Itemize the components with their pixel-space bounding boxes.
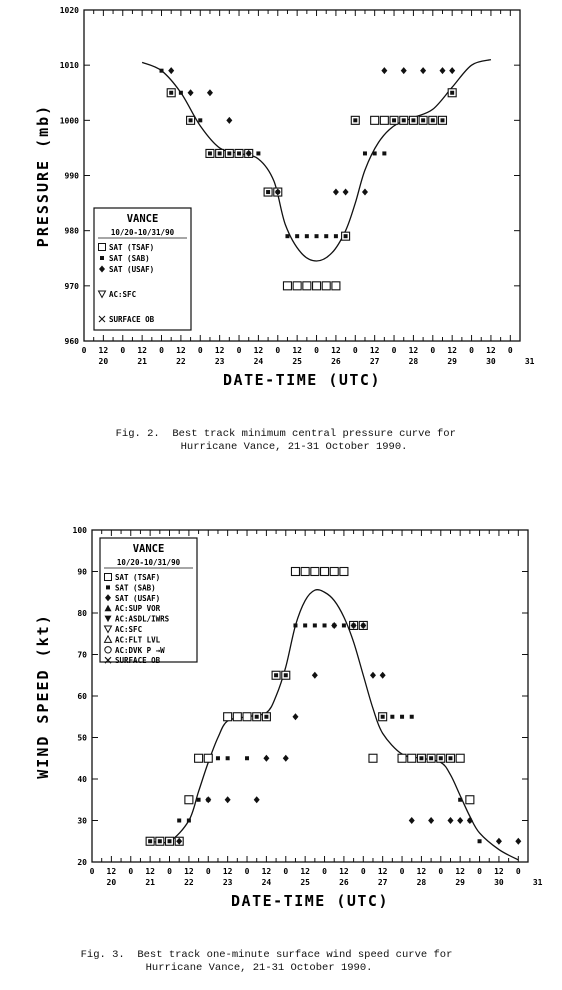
c2-point-sat-sab	[168, 839, 172, 843]
c2-point-sat-sab	[323, 623, 327, 627]
c1-point-sat-sab	[411, 118, 415, 122]
c2-point-sat-tsaf	[369, 754, 377, 762]
c1-point-sat-tsaf	[313, 282, 321, 290]
c1-x-hour-label: 0	[352, 346, 358, 355]
c2-x-hour-label: 12	[339, 867, 349, 876]
c1-point-sat-usaf	[420, 67, 426, 74]
c2-x-hour-label: 12	[145, 867, 155, 876]
c1-point-sat-sab	[363, 151, 367, 155]
c2-point-sat-usaf	[205, 796, 211, 803]
c1-y-tick-label: 1010	[59, 61, 79, 71]
c2-point-sat-tsaf	[456, 754, 464, 762]
c2-point-sat-tsaf	[291, 568, 299, 576]
c2-y-tick-label: 40	[77, 775, 87, 784]
c1-x-hour-label: 0	[197, 346, 203, 355]
c2-point-sat-sab	[226, 756, 230, 760]
c2-point-sat-usaf	[447, 817, 453, 824]
c1-x-hour-label: 12	[137, 346, 147, 355]
c2-x-hour-label: 12	[261, 867, 272, 876]
c1-y-tick-label: 1000	[59, 116, 79, 126]
c2-point-sat-tsaf	[340, 568, 348, 576]
c2-point-sat-usaf	[292, 713, 298, 720]
c2-x-day-label: 24	[261, 878, 272, 887]
c1-best-track-line	[142, 60, 491, 261]
c2-point-sat-sab	[293, 623, 297, 627]
c1-point-sat-sab	[392, 118, 396, 122]
c1-x-hour-label: 12	[292, 346, 302, 355]
c2-point-sat-tsaf	[204, 754, 212, 762]
c1-point-sat-usaf	[381, 67, 387, 74]
c2-point-sat-usaf	[225, 796, 231, 803]
c2-y-tick-label: 60	[77, 692, 87, 701]
c1-point-sat-usaf	[343, 189, 349, 196]
c2-x-day-label: 26	[339, 878, 349, 887]
c1-x-day-label: 27	[369, 357, 380, 366]
c2-x-day-label: 20	[106, 878, 117, 887]
c2-point-sat-tsaf	[398, 754, 406, 762]
c2-point-sat-sab	[264, 715, 268, 719]
c2-x-day-label: 22	[184, 878, 194, 887]
c2-point-sat-usaf	[312, 672, 318, 679]
c2-point-sat-tsaf	[233, 713, 241, 721]
c1-point-sat-usaf	[226, 117, 232, 124]
c2-best-track-line	[150, 590, 518, 860]
c2-point-sat-sab	[216, 756, 220, 760]
c2-x-hour-label: 12	[222, 867, 233, 876]
c1-legend-entry: SAT (TSAF)	[109, 243, 155, 252]
c2-legend-symbol	[105, 574, 112, 581]
c2-x-day-label: 27	[377, 878, 388, 887]
c2-point-sat-usaf	[409, 817, 415, 824]
c2-point-sat-sab	[187, 819, 191, 823]
c1-point-sat-sab	[227, 151, 231, 155]
wind-speed-chart	[0, 510, 562, 930]
c1-point-sat-sab	[295, 234, 299, 238]
c2-point-sat-sab	[284, 673, 288, 677]
c2-legend-entry: AC:ASDL/IWRS	[115, 614, 170, 624]
c1-point-sat-usaf	[168, 67, 174, 74]
c2-x-hour-label: 12	[494, 867, 504, 876]
c2-legend-entry: AC:FLT LVL	[115, 635, 161, 645]
pressure-chart	[0, 0, 562, 420]
c1-x-hour-label: 0	[120, 346, 126, 355]
c1-point-sat-sab	[315, 234, 319, 238]
c1-point-sat-usaf	[401, 67, 407, 74]
c2-legend-symbol	[106, 585, 110, 589]
c2-point-sat-tsaf	[185, 796, 193, 804]
c2-x-hour-label: 12	[300, 867, 310, 876]
c1-point-sat-sab	[334, 234, 338, 238]
c1-point-sat-usaf	[207, 89, 213, 96]
c2-point-sat-usaf	[283, 755, 289, 762]
c1-x-day-label: 28	[408, 357, 419, 366]
c1-legend-dates: 10/20-10/31/90	[110, 228, 175, 237]
c1-legend-entry: SAT (USAF)	[109, 265, 155, 274]
c1-y-axis-title: PRESSURE (mb)	[34, 103, 52, 248]
c1-point-sat-sab	[237, 151, 241, 155]
c2-point-sat-tsaf	[466, 796, 474, 804]
c1-x-hour-label: 0	[159, 346, 164, 355]
c1-point-sat-sab	[160, 69, 164, 73]
c2-point-sat-sab	[274, 673, 278, 677]
c2-legend-entry: AC:SFC	[115, 625, 143, 634]
c2-x-hour-label: 0	[477, 867, 482, 876]
c2-x-hour-label: 0	[438, 867, 444, 876]
c2-point-sat-sab	[342, 623, 346, 627]
c1-point-sat-sab	[382, 151, 386, 155]
c2-x-hour-label: 0	[360, 867, 366, 876]
c2-point-sat-tsaf	[330, 568, 338, 576]
fig2-line1: Best track minimum central pressure curve for	[172, 428, 456, 440]
c1-x-hour-label: 12	[486, 346, 496, 355]
c1-point-sat-tsaf	[283, 282, 291, 290]
c1-point-sat-sab	[179, 91, 183, 95]
c1-point-sat-usaf	[333, 189, 339, 196]
c2-point-sat-tsaf	[301, 568, 309, 576]
c2-y-axis-title: WIND SPEED (kt)	[34, 613, 52, 779]
c2-point-sat-usaf	[254, 796, 260, 803]
c2-point-sat-sab	[448, 756, 452, 760]
c2-point-sat-usaf	[515, 838, 521, 845]
c1-x-hour-label: 0	[469, 346, 474, 355]
c1-point-sat-tsaf	[303, 282, 311, 290]
c2-x-hour-label: 0	[167, 867, 172, 876]
c1-x-hour-label: 0	[391, 346, 397, 355]
c1-point-sat-sab	[198, 118, 202, 122]
c2-x-hour-label: 12	[106, 867, 117, 876]
c2-point-sat-sab	[400, 715, 404, 719]
c1-x-axis-title: DATE-TIME (UTC)	[223, 371, 381, 389]
c1-x-day-label: 25	[292, 357, 302, 366]
c1-point-sat-sab	[266, 190, 270, 194]
c1-legend-entry: SURFACE OB	[109, 315, 155, 324]
c2-x-hour-label: 0	[205, 867, 211, 876]
c2-x-hour-label: 12	[377, 867, 388, 876]
c1-x-hour-label: 12	[253, 346, 264, 355]
c1-x-day-label: 31	[524, 357, 535, 366]
c2-point-sat-tsaf	[321, 568, 329, 576]
c2-point-sat-tsaf	[408, 754, 416, 762]
c1-x-hour-label: 0	[507, 346, 513, 355]
c1-x-hour-label: 0	[314, 346, 319, 355]
c2-x-day-label: 30	[494, 878, 504, 887]
c2-point-sat-sab	[381, 715, 385, 719]
c2-x-day-label: 29	[455, 878, 465, 887]
c1-point-sat-sab	[256, 151, 260, 155]
fig3-caption-line2	[133, 950, 372, 974]
c2-point-sat-sab	[458, 798, 462, 802]
c2-point-sat-usaf	[467, 817, 473, 824]
c1-x-hour-label: 0	[81, 346, 87, 355]
c2-point-sat-sab	[197, 798, 201, 802]
c1-x-day-label: 23	[214, 357, 225, 366]
c2-x-hour-label: 0	[515, 867, 521, 876]
c1-point-sat-sab	[402, 118, 406, 122]
c2-x-hour-label: 0	[283, 867, 289, 876]
c2-x-hour-label: 0	[322, 867, 327, 876]
c2-point-sat-usaf	[496, 838, 502, 845]
c1-point-sat-sab	[431, 118, 435, 122]
c2-legend-entry: SAT (USAF)	[115, 593, 161, 603]
c2-x-day-label: 25	[300, 878, 310, 887]
c2-x-day-label: 28	[416, 878, 427, 887]
c2-point-sat-sab	[478, 839, 482, 843]
c1-legend-title: VANCE	[126, 213, 159, 225]
c1-y-tick-label: 970	[64, 281, 79, 291]
c1-x-day-label: 24	[253, 357, 264, 366]
c2-y-tick-label: 30	[77, 816, 87, 826]
c1-point-sat-sab	[450, 91, 454, 95]
c2-legend-entry: SURFACE OB	[115, 656, 161, 666]
c2-y-tick-label: 50	[77, 733, 87, 743]
c2-legend-entry: AC:SUP VOR	[115, 604, 161, 614]
c2-x-day-label: 21	[145, 878, 155, 887]
c2-point-sat-sab	[390, 715, 394, 719]
fig3-line2: Hurricane Vance, 21-31 October 1990.	[145, 962, 373, 974]
c2-y-tick-label: 80	[77, 609, 87, 618]
c1-x-hour-label: 0	[275, 346, 281, 355]
fig2-caption-line2	[168, 429, 407, 453]
c2-point-sat-sab	[158, 839, 162, 843]
c1-point-sat-sab	[169, 91, 173, 95]
c2-point-sat-sab	[303, 623, 307, 627]
c1-x-hour-label: 0	[430, 346, 436, 355]
c2-point-sat-sab	[255, 715, 259, 719]
c2-legend-entry: SAT (TSAF)	[115, 573, 161, 582]
c2-point-sat-sab	[429, 756, 433, 760]
c2-point-sat-sab	[410, 715, 414, 719]
c2-x-hour-label: 0	[244, 867, 250, 876]
c2-point-sat-sab	[439, 756, 443, 760]
c1-x-day-label: 29	[447, 357, 457, 366]
c1-x-day-label: 20	[98, 357, 109, 366]
c1-point-sat-usaf	[362, 189, 368, 196]
c2-x-axis-title: DATE-TIME (UTC)	[231, 892, 389, 910]
c2-legend-entry: SAT (SAB)	[115, 583, 156, 593]
c2-point-sat-sab	[148, 839, 152, 843]
c2-x-hour-label: 0	[399, 867, 405, 876]
c1-x-hour-label: 12	[369, 346, 380, 355]
c1-x-day-label: 30	[486, 357, 496, 366]
c2-point-sat-usaf	[428, 817, 434, 824]
c1-y-tick-label: 1020	[59, 6, 79, 15]
c1-point-sat-sab	[373, 151, 377, 155]
c2-legend-dates: 10/20-10/31/90	[116, 558, 181, 567]
c1-legend-symbol	[99, 244, 106, 251]
c2-y-tick-label: 70	[77, 650, 87, 660]
c1-x-hour-label: 0	[236, 346, 242, 355]
c1-x-day-label: 26	[331, 357, 341, 366]
c1-point-sat-tsaf	[322, 282, 330, 290]
c1-point-sat-sab	[324, 234, 328, 238]
c1-y-tick-label: 960	[64, 337, 79, 346]
c2-x-day-label: 23	[222, 878, 233, 887]
c2-point-sat-usaf	[457, 817, 463, 824]
c2-x-hour-label: 12	[455, 867, 465, 876]
c1-point-sat-sab	[421, 118, 425, 122]
c2-point-sat-sab	[245, 756, 249, 760]
c2-legend-entry: AC:DVK P →W	[115, 645, 165, 655]
c2-y-tick-label: 90	[77, 567, 87, 577]
c2-point-sat-tsaf	[311, 568, 319, 576]
c2-point-sat-sab	[419, 756, 423, 760]
c2-x-day-label: 31	[532, 878, 543, 887]
c1-point-sat-sab	[208, 151, 212, 155]
c1-point-sat-sab	[344, 234, 348, 238]
c1-point-sat-tsaf	[371, 116, 379, 124]
c1-y-tick-label: 980	[64, 226, 79, 236]
c1-x-hour-label: 12	[214, 346, 225, 355]
c1-point-sat-usaf	[188, 89, 194, 96]
fig2-label: Fig. 2.	[115, 428, 160, 440]
c2-point-sat-sab	[177, 819, 181, 823]
c1-x-hour-label: 12	[447, 346, 457, 355]
c1-point-sat-tsaf	[380, 116, 388, 124]
c2-point-sat-usaf	[331, 622, 337, 629]
c1-point-sat-sab	[440, 118, 444, 122]
c1-x-hour-label: 12	[408, 346, 419, 355]
c2-point-sat-usaf	[370, 672, 376, 679]
c1-x-hour-label: 12	[331, 346, 341, 355]
c1-point-sat-usaf	[439, 67, 445, 74]
c1-legend-symbol	[100, 256, 104, 260]
c1-point-sat-sab	[218, 151, 222, 155]
c2-x-hour-label: 12	[184, 867, 194, 876]
c1-point-sat-usaf	[449, 67, 455, 74]
c2-point-sat-tsaf	[195, 754, 203, 762]
c2-point-sat-tsaf	[224, 713, 232, 721]
c2-y-tick-label: 20	[77, 858, 87, 867]
c2-legend-title: VANCE	[132, 543, 165, 555]
c1-point-sat-tsaf	[293, 282, 301, 290]
c1-legend-entry: SAT (SAB)	[109, 254, 150, 263]
c2-y-tick-label: 100	[72, 526, 87, 535]
c1-x-day-label: 22	[176, 357, 186, 366]
c1-point-sat-sab	[189, 118, 193, 122]
c1-x-hour-label: 12	[98, 346, 109, 355]
c1-point-sat-sab	[285, 234, 289, 238]
c1-point-sat-sab	[305, 234, 309, 238]
c2-point-sat-tsaf	[243, 713, 251, 721]
fig2-line2: Hurricane Vance, 21-31 October 1990.	[180, 441, 408, 453]
c1-x-day-label: 21	[137, 357, 147, 366]
c2-x-hour-label: 0	[128, 867, 134, 876]
c2-x-hour-label: 0	[89, 867, 95, 876]
fig3-line1: Best track one-minute surface wind speed curve for	[137, 949, 453, 961]
c1-point-sat-tsaf	[332, 282, 340, 290]
c2-point-sat-sab	[313, 623, 317, 627]
c1-legend-entry: AC:SFC	[109, 290, 137, 299]
c1-y-tick-label: 990	[64, 171, 79, 181]
c2-x-hour-label: 12	[416, 867, 427, 876]
c1-point-sat-sab	[353, 118, 357, 122]
c1-x-hour-label: 12	[176, 346, 186, 355]
c2-point-sat-usaf	[263, 755, 269, 762]
fig3-label: Fig. 3.	[80, 949, 125, 961]
c2-point-sat-usaf	[380, 672, 386, 679]
